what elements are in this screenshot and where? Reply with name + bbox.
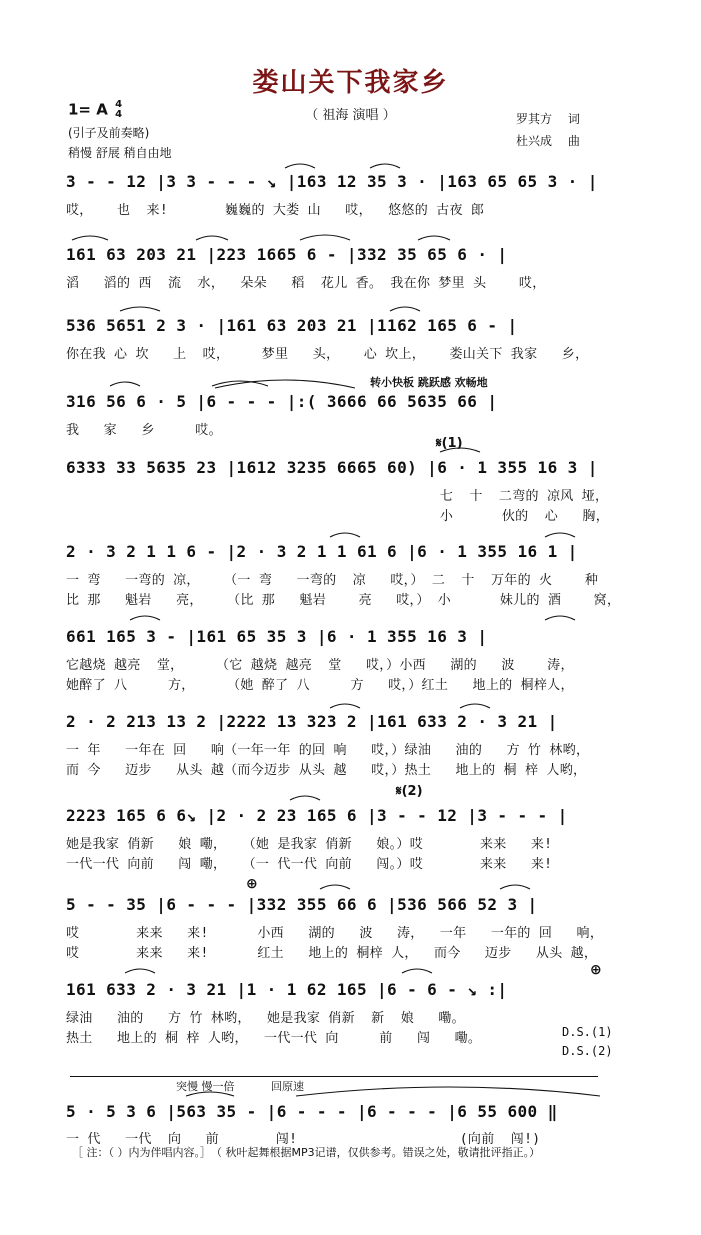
- coda-mark-end: ⊕: [590, 962, 602, 978]
- lyric-line: 一代一代 向前 闯 嘞， （一 代一代 向前 闯。）哎 来来 来!: [66, 857, 553, 872]
- lyric-line: 绿油 油的 方 竹 林哟， 她是我家 俏新 新 娘 嘞。: [66, 1011, 465, 1026]
- lyric-line: 而 今 迈步 从头 越（而今迈步 从头 越 哎，）热土 地上的 桐 梓 人哟，: [66, 763, 587, 778]
- notation-row-3: 536 5651 2 3 · |161 63 203 21 |1162 165 6 - |: [66, 316, 518, 335]
- key-label: 1= A: [68, 100, 108, 119]
- lyric-line: 七 十 二弯的 凉风 垭，: [66, 489, 609, 504]
- lyric-line: 哎 来来 来! 红土 地上的 桐梓 人， 而今 迈步 从头 越，: [66, 946, 598, 961]
- notation-row-11: 161 633 2 · 3 21 |1 · 1 62 165 |6 - 6 - ↘ :|: [66, 980, 508, 999]
- lyric-line: 一 弯 一弯的 凉， （一 弯 一弯的 凉 哎，） 二 十 万年的 火 种: [66, 573, 599, 588]
- notation-row-coda: 5 · 5 3 6 |563 35 - |6 - - - |6 - - - |6 55 600 ‖: [66, 1102, 558, 1121]
- lyric-line: 你在我 心 坎 上 哎， 梦里 头， 心 坎上， 娄山关下 我家 乡，: [66, 347, 589, 362]
- footnote: ［ 注：（ ）内为伴唱内容。］ （ 秋叶起舞根据MP3记谱，仅供参考。错误之处，敬请批评指正。）: [72, 1146, 541, 1159]
- notation-row-8: 2 · 2 213 13 2 |2222 13 323 2 |161 633 2 · 3 21 |: [66, 712, 558, 731]
- coda-mark: ⊕: [246, 876, 258, 892]
- lyric-line: 它越烧 越亮 堂， （它 越烧 越亮 堂 哎，）小西 湖的 波 涛，: [66, 658, 574, 673]
- notation-row-10: 5 - - 35 |6 - - - |332 355 66 6 |536 566 52 3 |: [66, 895, 538, 914]
- lyric-line: 她是我家 俏新 娘 嘞， （她 是我家 俏新 娘。）哎 来来 来!: [66, 837, 553, 852]
- segno-2-mark: 𝄋(2): [396, 784, 423, 799]
- ds-1-mark: D.S.(1): [562, 1025, 613, 1039]
- song-title: 娄山关下我家乡: [252, 68, 449, 98]
- notation-row-1: 3 - - 12 |3 3 - - - ↘ |163 12 35 3 · |163 65 65 3 · |: [66, 172, 598, 191]
- lyric-line: 一 年 一年在 回 响（一年一年 的回 响 哎，）绿油 油的 方 竹 林哟，: [66, 743, 590, 758]
- segno-1-mark: 𝄋(1): [436, 436, 463, 451]
- lyricist-credit: 罗其方 词: [516, 112, 580, 126]
- time-signature: [115, 100, 122, 120]
- notation-row-4: 316 56 6 · 5 |6 - - - |:( 3666 66 5635 66 |: [66, 392, 498, 411]
- tempo-change-marking: 转小快板 跳跃感 欢畅地: [370, 376, 488, 389]
- notation-row-7: 661 165 3 - |161 65 35 3 |6 · 1 355 16 3 |: [66, 627, 488, 646]
- lyric-line: 热土 地上的 桐 梓 人哟， 一代一代 向 前 闯 嘞。: [66, 1031, 482, 1046]
- notation-row-9: 2223 165 6 6↘ |2 · 2 23 165 6 |3 - - 12 |3 - - - |: [66, 806, 568, 825]
- lyric-line: 她醉了 八 方， （她 醉了 八 方 哎，）红土 地上的 桐梓人，: [66, 678, 574, 693]
- singer-credit: （ 祖海 演唱 ）: [305, 108, 396, 123]
- lyric-line: 哎 来来 来! 小西 湖的 波 涛， 一年 一年的 回 响，: [66, 926, 604, 941]
- time-numerator: 4: [115, 99, 123, 110]
- key-signature: [68, 100, 122, 120]
- lyric-line: 哎， 也 来! 巍巍的 大娄 山 哎， 悠悠的 古夜 郎: [66, 203, 485, 218]
- notation-row-5: 6333 33 5635 23 |1612 3235 6665 60) |6 · 1 355 16 3 |: [66, 458, 598, 477]
- ending-tempo-marks: 突慢 慢一倍 回原速: [176, 1080, 304, 1093]
- notation-row-6: 2 · 3 2 1 1 6 - |2 · 3 2 1 1 61 6 |6 · 1 355 16 1 |: [66, 542, 578, 561]
- lyric-line: 比 那 魁岩 亮， （比 那 魁岩 亮 哎，） 小 妹儿的 酒 窝，: [66, 593, 621, 608]
- time-denominator: 4: [115, 109, 123, 120]
- ds-2-mark: D.S.(2): [562, 1044, 613, 1058]
- lyric-line: 滔 滔的 西 流 水， 朵朵 稻 花儿 香。 我在你 梦里 头 哎，: [66, 276, 546, 291]
- composer-credit: 杜兴成 曲: [516, 134, 580, 148]
- notation-row-2: 161 63 203 21 |223 1665 6 - |332 35 65 6 · |: [66, 245, 508, 264]
- lyric-line: 我 家 乡 哎。: [66, 423, 222, 438]
- coda-rule: [70, 1076, 598, 1077]
- tempo-marking: 稍慢 舒展 稍自由地: [68, 146, 172, 160]
- lyric-line: 小 伙的 心 胸，: [66, 509, 610, 524]
- lyric-line: 一 代 一代 向 前 闯! (向前 闯!): [66, 1132, 541, 1147]
- intro-note: (引子及前奏略): [68, 126, 150, 140]
